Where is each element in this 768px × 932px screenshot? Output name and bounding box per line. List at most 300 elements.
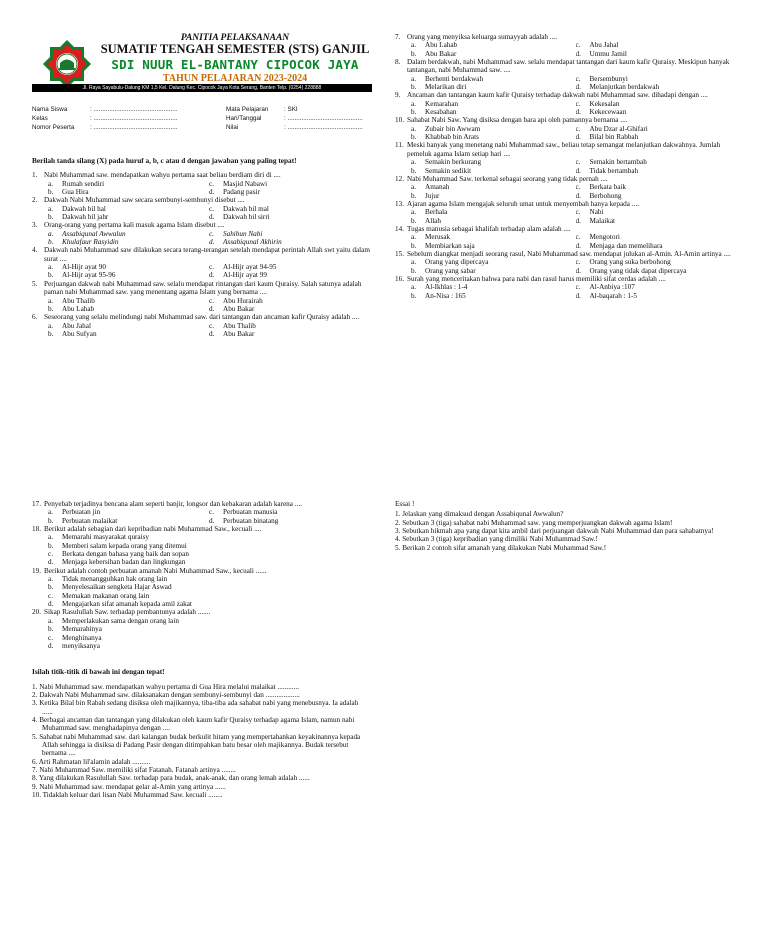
question-number: 15. [395, 249, 404, 258]
question-text: Nabi Muhammad saw. mendapatkan wahyu pertama saat beliau berdiam diri di .... [44, 171, 281, 180]
fill-in-item: 5. Sahabat nabi Muhammad saw. dari kalangan budak berkulit hitam yang mempertahankan keyakinannya kepada Allah sehingga ia disiksa di Padang Pasir dengan ditimpahkan batu besar oleh majikannya. Budak tersebut bernama .... [32, 732, 361, 758]
option-letter: a. [411, 124, 416, 133]
answer-options [32, 533, 370, 566]
answer-option[interactable] [48, 238, 209, 246]
question-number: 12. [395, 174, 404, 183]
option-letter: d. [575, 291, 581, 300]
option-text: Memarahinya [62, 625, 102, 634]
answer-option[interactable] [411, 217, 576, 225]
question-item [32, 280, 370, 297]
answer-option[interactable] [209, 263, 370, 271]
option-letter: d. [575, 108, 581, 117]
option-letter: b. [48, 329, 54, 338]
answer-option[interactable] [411, 233, 576, 241]
exam-title: SUMATIF TENGAH SEMESTER (STS) GANJIL [100, 42, 370, 56]
essay-section [395, 500, 740, 552]
question-number: 11. [395, 141, 404, 150]
answer-option[interactable] [576, 258, 741, 266]
answer-option[interactable] [209, 305, 370, 313]
answer-option[interactable] [48, 517, 209, 525]
multiple-choice-col-2 [395, 33, 740, 300]
option-letter: c. [209, 296, 214, 305]
option-text: Menjaga dan memelihara [589, 241, 663, 250]
answer-options [395, 183, 740, 200]
option-letter: b. [48, 583, 54, 592]
answer-option[interactable] [48, 305, 209, 313]
answer-option[interactable] [209, 517, 370, 525]
option-text: Kekecewaan [589, 108, 627, 117]
option-letter: c. [575, 233, 581, 242]
answer-option[interactable] [209, 322, 370, 330]
option-letter: a. [411, 208, 416, 217]
option-text: Kesabahan [425, 108, 457, 117]
option-text: Al-Hijr ayat 95-96 [62, 271, 116, 280]
answer-option[interactable] [48, 583, 370, 591]
option-letter: c. [575, 258, 581, 267]
answer-option[interactable] [209, 508, 370, 516]
option-letter: a. [411, 41, 416, 50]
option-text: Amanah [425, 183, 450, 192]
question-text: Meski banyak yang menetang nabi Muhammad saw., beliau tetap semangat melanjutkan dakwahnya. Jumlah pemeluk agama Islam setiap hari .... [407, 141, 721, 158]
fill-in-item: 1. Nabi Muhammad saw. mendapatkan wahyu pertama di Gua Hira melalui malaikat ............ [32, 682, 299, 691]
answer-option[interactable] [48, 508, 209, 516]
option-text: Abu Bakar [223, 304, 255, 313]
option-letter: b. [411, 49, 417, 58]
option-text: An-Nisa : 165 [425, 291, 466, 300]
option-letter: b. [411, 166, 417, 175]
fill-in-item: 8. Yang dilakukan Rasulullah Saw. terhadap para budak, anak-anak, dan orang lemah adalah ...... [32, 774, 310, 783]
question-text: Dalam berdakwah, nabi Muhammad saw. selalu mendapat tantangan dari kaum kafir Quraisy. Meskipun banyak tantangan, nabi Muhammad saw. .... [407, 58, 730, 75]
answer-option[interactable] [209, 230, 370, 238]
option-letter: d. [209, 238, 215, 247]
question-text: Seseorang yang selalu melindungi nabi Muhammad saw. dari tantangan dan ancaman kafir Quraisy adalah .... [44, 313, 360, 322]
answer-option[interactable] [209, 205, 370, 213]
answer-option[interactable] [411, 258, 576, 266]
option-text: Khabbab bin Arats [425, 133, 479, 142]
option-letter: c. [575, 41, 581, 50]
option-letter: c. [48, 633, 53, 642]
answer-option[interactable] [576, 183, 741, 191]
option-letter: a. [48, 229, 54, 238]
option-text: Assabiqunal Awwalun [62, 229, 126, 238]
option-letter: a. [48, 508, 53, 517]
option-letter: b. [411, 133, 417, 142]
question-item [32, 196, 370, 204]
option-letter: b. [48, 271, 54, 280]
answer-option[interactable] [411, 108, 576, 116]
option-letter: a. [411, 283, 416, 292]
option-text: Gua Hira [62, 188, 89, 197]
multiple-choice-col-3 [32, 500, 370, 799]
option-text: Abu Jahal [62, 321, 91, 330]
answer-option[interactable] [411, 50, 576, 58]
answer-option[interactable] [411, 100, 576, 108]
answer-option[interactable] [576, 283, 741, 291]
option-letter: b. [411, 83, 417, 92]
question-text: Dakwah Nabi Muhammad saw secara sembunyi-sembunyi disebut .... [44, 196, 245, 205]
question-item [32, 500, 370, 508]
fill-in-list [32, 683, 370, 800]
option-text: Perbuatan jin [62, 508, 101, 517]
option-text: Abu Dzar al-Ghifari [589, 124, 648, 133]
answer-option[interactable] [576, 217, 741, 225]
option-text: Ummu Jamil [589, 49, 627, 58]
answer-option[interactable] [209, 180, 370, 188]
answer-option[interactable] [48, 230, 209, 238]
option-letter: c. [575, 74, 581, 83]
answer-options [32, 180, 370, 197]
answer-options [395, 208, 740, 225]
answer-option[interactable] [576, 233, 741, 241]
answer-option[interactable] [209, 330, 370, 338]
answer-option[interactable] [48, 205, 209, 213]
option-text: Bersembunyi [589, 74, 628, 83]
answer-options [32, 322, 370, 339]
option-text: Al-Anbiya :107 [589, 283, 635, 292]
option-text: Memakan makanan orang lain [62, 591, 150, 600]
answer-option[interactable] [48, 297, 209, 305]
question-number: 4. [32, 246, 38, 255]
question-text: Dakwah nabi Muhammad saw dilakukan secara terang-terangan setelah mendapat perintah Allah swt yaitu dalam surat .... [44, 246, 370, 263]
option-letter: b. [48, 625, 54, 634]
option-letter: a. [48, 321, 53, 330]
answer-option[interactable] [411, 125, 576, 133]
field-label: Mata Pelajaran [226, 106, 269, 113]
option-letter: d. [575, 241, 581, 250]
fill-in-item: 3. Ketika Bilal bin Rabah sedang disiksa oleh majikannya, tiba-tiba ada sahabat nabi yang menebusnya. Ia adalah ...... [32, 699, 359, 716]
answer-option[interactable] [411, 41, 576, 49]
question-item [395, 58, 740, 75]
answer-options [32, 617, 370, 650]
option-text: Perbuatan malaikat [62, 516, 118, 525]
answer-option[interactable] [411, 292, 576, 300]
option-letter: b. [411, 108, 417, 117]
answer-options [32, 508, 370, 525]
option-letter: c. [209, 204, 214, 213]
option-letter: d. [209, 304, 215, 313]
answer-option[interactable] [411, 158, 576, 166]
answer-options [395, 41, 740, 58]
section-c-instruction: Essai ! [395, 500, 415, 508]
answer-option[interactable] [411, 267, 576, 275]
school-logo-icon [41, 38, 93, 90]
fill-in-item: 6. Arti Rahmatan lil'alamin adalah .......... [32, 757, 151, 766]
field-label: Nama Siswa [32, 106, 68, 113]
answer-option[interactable] [576, 192, 741, 200]
answer-options [395, 233, 740, 250]
question-number: 7. [395, 33, 401, 41]
option-text: Al-Ikhlas : 1-4 [425, 283, 468, 292]
question-text: Surah yang menceritakan bahwa para nabi dan rasul harus memiliki sifat cerdas adalah .... [407, 274, 666, 283]
option-letter: a. [48, 616, 53, 625]
class-field: : ................................................ [90, 115, 178, 122]
answer-option[interactable] [576, 108, 741, 116]
field-label: Hari/Tanggal [226, 115, 262, 122]
option-letter: d. [575, 191, 581, 200]
fill-in-item: 10. Tidaklah keluar dari lisan Nabi Muhammad Saw. kecuali ........ [32, 791, 223, 799]
option-text: Sahibun Nabi [223, 229, 263, 238]
answer-option[interactable] [48, 271, 209, 279]
answer-option[interactable] [48, 180, 209, 188]
answer-option[interactable] [48, 592, 370, 600]
school-year: TAHUN PELAJARAN 2023-2024 [162, 73, 308, 84]
option-text: Semakin sedikit [425, 166, 472, 175]
option-letter: c. [209, 321, 214, 330]
question-text: Ajaran agama Islam mengajak seluruh umat untuk menyembah hanya kepada .... [407, 199, 639, 208]
answer-option[interactable] [48, 642, 370, 650]
answer-option[interactable] [48, 634, 370, 642]
answer-options [32, 263, 370, 280]
field-label: Nomor Peserta [32, 124, 75, 131]
question-item [32, 313, 370, 321]
multiple-choice-col-1 [32, 157, 370, 338]
answer-option[interactable] [576, 167, 741, 175]
answer-option[interactable] [576, 292, 741, 300]
option-text: Berhala [425, 208, 448, 217]
question-item [395, 225, 740, 233]
option-text: Menjaga kebersihan badan dan lingkungan [62, 558, 186, 567]
answer-option[interactable] [209, 213, 370, 221]
option-letter: b. [411, 241, 417, 250]
option-text: Mengajarkan sifat amanah kepada amil zakat [62, 600, 192, 609]
option-text: Nabi [589, 208, 604, 217]
option-letter: b. [48, 541, 54, 550]
question-number: 5. [32, 279, 38, 288]
option-letter: b. [411, 291, 417, 300]
option-letter: d. [209, 516, 215, 525]
answer-options [395, 125, 740, 142]
option-text: Berbohong [589, 191, 622, 200]
question-text: Sahabat Nabi Saw. Yang disiksa dengan bara api oleh pamannya bernama .... [407, 116, 628, 125]
question-item [395, 33, 740, 41]
fill-in-item: 9. Nabi Muhammad saw. mendapat gelar al-Amin yang artinya ...... [32, 782, 226, 791]
question-number: 17. [32, 500, 41, 508]
answer-option[interactable] [48, 330, 209, 338]
option-letter: d. [209, 213, 215, 222]
option-letter: b. [48, 238, 54, 247]
option-text: Abu Bakar [223, 329, 255, 338]
question-number: 16. [395, 274, 404, 283]
answer-option[interactable] [576, 100, 741, 108]
option-letter: c. [48, 550, 53, 559]
option-text: Abu Thalib [62, 296, 95, 305]
option-letter: d. [209, 329, 215, 338]
question-item [395, 175, 740, 183]
option-text: Bilal bin Rabbah [589, 133, 639, 142]
option-text: Melarikan diri [425, 83, 467, 92]
question-item [32, 525, 370, 533]
answer-option[interactable] [411, 208, 576, 216]
question-number: 14. [395, 224, 404, 233]
option-text: Abu Jahal [589, 41, 619, 50]
option-text: Memberi salam kepada orang yang ditemui [62, 541, 187, 550]
option-text: Abu Lahab [425, 41, 458, 50]
question-item [395, 116, 740, 124]
option-letter: d. [575, 49, 581, 58]
answer-option[interactable] [576, 242, 741, 250]
committee-heading: PANITIA PELAKSANAAN [180, 33, 290, 43]
option-letter: d. [575, 216, 581, 225]
answer-option[interactable] [48, 558, 370, 566]
option-letter: c. [575, 208, 581, 217]
option-text: Abu Thalib [223, 321, 256, 330]
question-number: 13. [395, 199, 404, 208]
answer-options [32, 230, 370, 247]
question-item [395, 250, 740, 258]
option-text: Berkata baik [589, 183, 627, 192]
answer-option[interactable] [576, 41, 741, 49]
option-text: Abu Lahab [62, 304, 95, 313]
answer-option[interactable] [209, 297, 370, 305]
question-text: Perjuangan dakwah nabi Muhammad saw. selalu mendapat rintangan dari kaum Quraisy. Salah satunya adalah paman nabi Muhammad saw. yang menentang agama Islam yang bernama .... [44, 279, 362, 297]
answer-option[interactable] [411, 167, 576, 175]
option-letter: a. [411, 258, 416, 267]
answer-option[interactable] [576, 75, 741, 83]
answer-option[interactable] [209, 238, 370, 246]
option-text: menyiksanya [62, 641, 100, 650]
question-number: 9. [395, 91, 401, 100]
option-text: Mengotori [589, 233, 620, 242]
option-text: Al-baqarah : 1-5 [589, 291, 637, 300]
answer-option[interactable] [411, 242, 576, 250]
student-name-field: : ................................................ [90, 106, 178, 113]
question-number: 10. [395, 116, 404, 125]
essay-item: 5. Berikan 2 contoh sifat amanah yang dilakukan Nabi Muhammad Saw.! [395, 543, 607, 552]
question-item [395, 200, 740, 208]
question-text: Orang-orang yang pertama kali masuk agama Islam disebut .... [44, 221, 225, 230]
option-text: Jujur [425, 191, 440, 200]
answer-option[interactable] [48, 213, 209, 221]
question-text: Penyebab terjadinya bencana alam seperti banjir, longsor dan kebakaran adalah karena .... [44, 500, 302, 508]
answer-options [395, 100, 740, 117]
answer-option[interactable] [576, 125, 741, 133]
answer-options [32, 575, 370, 608]
option-text: Menghinanya [62, 633, 102, 642]
option-letter: c. [575, 99, 581, 108]
student-info-left [32, 106, 177, 131]
option-text: Kemarahan [425, 99, 459, 108]
question-number: 8. [395, 58, 401, 67]
answer-option[interactable] [209, 188, 370, 196]
answer-options [395, 283, 740, 300]
question-item [32, 171, 370, 179]
answer-option[interactable] [48, 550, 370, 558]
answer-option[interactable] [48, 617, 370, 625]
answer-option[interactable] [48, 575, 370, 583]
answer-option[interactable] [411, 192, 576, 200]
question-item [32, 221, 370, 229]
option-letter: b. [411, 191, 417, 200]
field-label: Kelas [32, 115, 48, 122]
answer-option[interactable] [48, 600, 370, 608]
essay-item: 1. Jelaskan yang dimaksud dengan Assabiqunal Awwalun? [395, 510, 564, 519]
option-text: Abu Bakar [425, 49, 457, 58]
answer-option[interactable] [576, 133, 741, 141]
option-letter: b. [48, 213, 54, 222]
essay-list [395, 510, 740, 552]
option-letter: a. [48, 533, 53, 542]
answer-option[interactable] [576, 267, 741, 275]
question-item [32, 608, 370, 616]
option-text: Al-Hijr ayat 90 [62, 263, 106, 272]
option-text: Berkata dengan bahasa yang baik dan sopan [62, 550, 189, 559]
answer-option[interactable] [411, 83, 576, 91]
option-text: Merusak [425, 233, 451, 242]
answer-option[interactable] [411, 75, 576, 83]
school-name: SDI NUUR EL-BANTANY CIPOCOK JAYA [111, 57, 359, 72]
participant-number-field: : ................................................ [90, 124, 178, 131]
option-text: Dakwah bil mal [223, 204, 269, 213]
option-text: Semakin bertambah [589, 158, 647, 167]
question-text: Orang yang menyiksa keluarga sumayyah adalah .... [407, 33, 557, 41]
option-letter: c. [209, 263, 214, 272]
option-letter: c. [48, 591, 53, 600]
answer-option[interactable] [48, 322, 209, 330]
answer-option[interactable] [48, 533, 370, 541]
question-text: Berikut adalah sebagian dari kepribadian nabi Muhammad Saw., kecuali .... [44, 525, 262, 534]
option-text: Dakwah bil hal [62, 204, 106, 213]
section-b-instruction: Isilah titik-titik di bawah ini dengan tepat! [32, 667, 165, 677]
answer-option[interactable] [48, 188, 209, 196]
option-text: Khulafaur Rasyidin [62, 238, 119, 247]
option-text: Menyelesaikan sengketa Hajar Aswad [62, 583, 172, 592]
answer-option[interactable] [576, 208, 741, 216]
option-text: Kekesalan [589, 99, 620, 108]
answer-option[interactable] [209, 271, 370, 279]
answer-option[interactable] [576, 50, 741, 58]
subject-field: : SKI [284, 106, 298, 113]
option-text: Dakwah bil jahr [62, 213, 109, 222]
answer-option[interactable] [48, 263, 209, 271]
option-text: Semakin berkurang [425, 158, 482, 167]
option-text: Perbuatan binatang [223, 516, 279, 525]
option-letter: c. [575, 124, 581, 133]
option-letter: d. [575, 83, 581, 92]
option-text: Memperlakukan sama dengan orang lain [62, 616, 179, 625]
fill-in-item: 4. Berbagai ancaman dan tantangan yang dilakukan oleh kaum kafir Quraisy terhadap agama Islam, namun nabi Muhammad saw. menghadapinya dengan .... [32, 715, 355, 733]
question-number: 19. [32, 566, 41, 575]
answer-option[interactable] [576, 158, 741, 166]
answer-option[interactable] [411, 133, 576, 141]
option-text: Malaikat [589, 216, 616, 225]
answer-option[interactable] [48, 625, 370, 633]
option-text: Orang yang tidak dapat dipercaya [589, 266, 687, 275]
answer-option[interactable] [411, 283, 576, 291]
option-text: Memarahi masyarakat quraisy [62, 533, 150, 542]
answer-options [32, 297, 370, 314]
question-item [395, 275, 740, 283]
option-letter: c. [575, 183, 581, 192]
question-item [395, 91, 740, 99]
option-letter: b. [48, 188, 54, 197]
option-text: Masjid Nabawi [223, 179, 268, 188]
option-text: Membiarkan saja [425, 241, 475, 250]
option-text: Orang yang dipercaya [425, 258, 489, 267]
question-text: Ancaman dan tantangan kaum kafir Quraisy terhadap dakwah nabi Muhammad saw. dihadapi dengan .... [407, 91, 708, 100]
option-text: Padang pasir [223, 188, 260, 197]
option-letter: a. [48, 296, 53, 305]
option-text: Zubair bin Awwam [425, 124, 481, 133]
question-number: 2. [32, 196, 38, 205]
option-letter: a. [48, 575, 53, 584]
question-text: Nabi Muhammad Saw. terkenal sebagai seorang yang tidak pernah .... [407, 174, 608, 183]
question-number: 6. [32, 313, 38, 322]
answer-option[interactable] [48, 542, 370, 550]
option-letter: d. [575, 166, 581, 175]
answer-option[interactable] [411, 183, 576, 191]
option-text: Al-Hijr ayat 99 [223, 271, 267, 280]
answer-option[interactable] [576, 83, 741, 91]
